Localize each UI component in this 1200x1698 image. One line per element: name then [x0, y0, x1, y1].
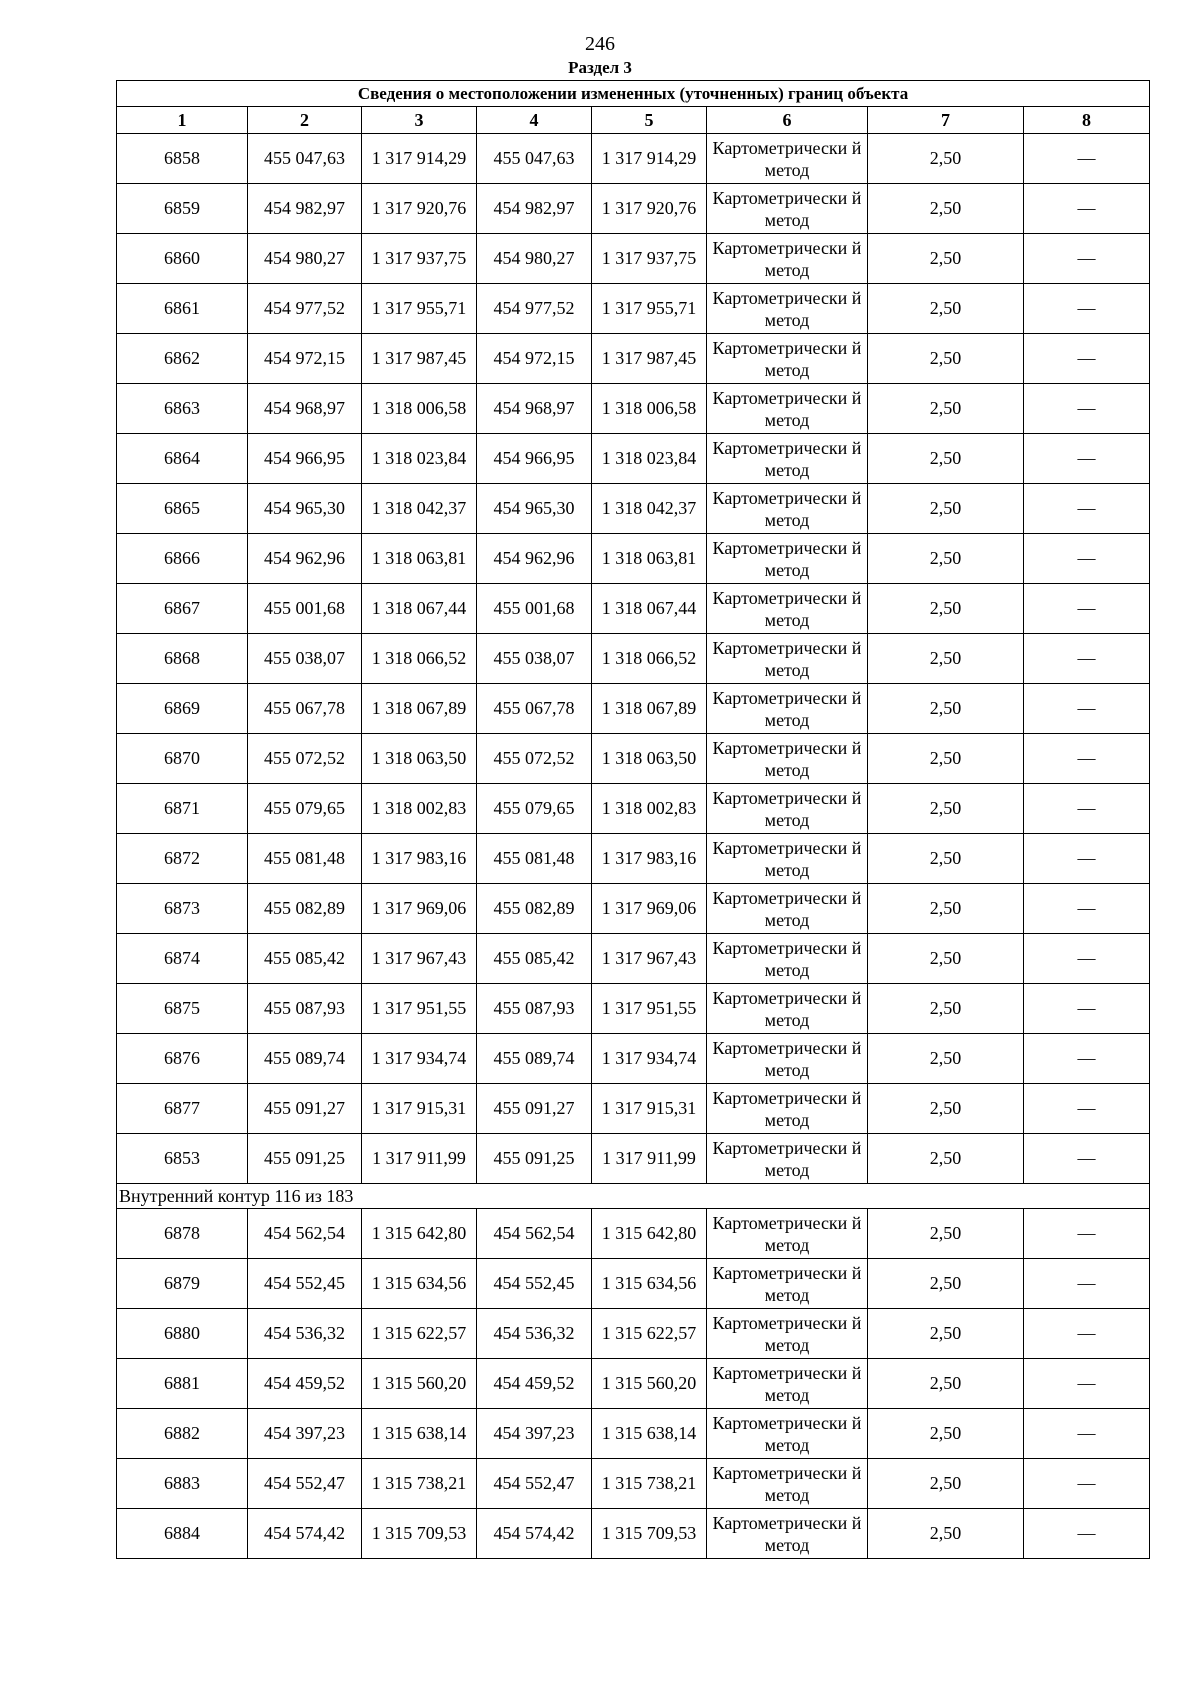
point-number-cell: 6870 — [117, 734, 248, 784]
description-cell: — — [1024, 1409, 1150, 1459]
method-cell: Картометрически й метод — [707, 1509, 868, 1559]
table-title: Сведения о местоположении измененных (уточненных) границ объекта — [117, 81, 1150, 107]
y-new-cell: 1 315 638,14 — [592, 1409, 707, 1459]
y-old-cell: 1 317 983,16 — [362, 834, 477, 884]
point-number-cell: 6874 — [117, 934, 248, 984]
description-cell: — — [1024, 1034, 1150, 1084]
x-new-cell: 454 552,45 — [477, 1259, 592, 1309]
precision-cell: 2,50 — [868, 434, 1024, 484]
y-old-cell: 1 315 622,57 — [362, 1309, 477, 1359]
y-new-cell: 1 315 642,80 — [592, 1209, 707, 1259]
table-row — [117, 434, 1150, 484]
point-number-cell: 6868 — [117, 634, 248, 684]
point-number-cell: 6864 — [117, 434, 248, 484]
precision-cell: 2,50 — [868, 1509, 1024, 1559]
x-old-cell: 454 977,52 — [248, 284, 362, 334]
point-number-cell: 6883 — [117, 1459, 248, 1509]
method-cell: Картометрически й метод — [707, 684, 868, 734]
method-cell: Картометрически й метод — [707, 884, 868, 934]
x-new-cell: 455 091,25 — [477, 1134, 592, 1184]
description-cell: — — [1024, 1134, 1150, 1184]
x-old-cell: 454 552,47 — [248, 1459, 362, 1509]
table-row — [117, 1309, 1150, 1359]
precision-cell: 2,50 — [868, 384, 1024, 434]
description-cell: — — [1024, 584, 1150, 634]
precision-cell: 2,50 — [868, 534, 1024, 584]
description-cell: — — [1024, 934, 1150, 984]
x-new-cell: 454 982,97 — [477, 184, 592, 234]
method-cell: Картометрически й метод — [707, 1084, 868, 1134]
y-old-cell: 1 317 967,43 — [362, 934, 477, 984]
description-cell: — — [1024, 234, 1150, 284]
y-old-cell: 1 318 067,44 — [362, 584, 477, 634]
table-row — [117, 1409, 1150, 1459]
x-old-cell: 454 397,23 — [248, 1409, 362, 1459]
y-new-cell: 1 317 937,75 — [592, 234, 707, 284]
description-cell: — — [1024, 734, 1150, 784]
precision-cell: 2,50 — [868, 984, 1024, 1034]
x-new-cell: 454 980,27 — [477, 234, 592, 284]
table-row — [117, 1259, 1150, 1309]
x-new-cell: 454 397,23 — [477, 1409, 592, 1459]
table-row — [117, 1084, 1150, 1134]
table-row — [117, 1034, 1150, 1084]
method-cell: Картометрически й метод — [707, 584, 868, 634]
precision-cell: 2,50 — [868, 584, 1024, 634]
description-cell: — — [1024, 834, 1150, 884]
contour-label-row — [117, 1184, 1150, 1209]
y-new-cell: 1 317 911,99 — [592, 1134, 707, 1184]
precision-cell: 2,50 — [868, 884, 1024, 934]
y-new-cell: 1 318 066,52 — [592, 634, 707, 684]
y-old-cell: 1 315 738,21 — [362, 1459, 477, 1509]
x-new-cell: 454 459,52 — [477, 1359, 592, 1409]
table-row — [117, 484, 1150, 534]
precision-cell: 2,50 — [868, 484, 1024, 534]
x-old-cell: 454 459,52 — [248, 1359, 362, 1409]
table-row — [117, 534, 1150, 584]
precision-cell: 2,50 — [868, 1359, 1024, 1409]
x-old-cell: 455 085,42 — [248, 934, 362, 984]
point-number-cell: 6867 — [117, 584, 248, 634]
precision-cell: 2,50 — [868, 1259, 1024, 1309]
description-cell: — — [1024, 684, 1150, 734]
column-header-row — [117, 107, 1150, 134]
table-row — [117, 734, 1150, 784]
point-number-cell: 6872 — [117, 834, 248, 884]
table-title-row — [117, 81, 1150, 107]
x-new-cell: 455 082,89 — [477, 884, 592, 934]
x-new-cell: 455 089,74 — [477, 1034, 592, 1084]
x-new-cell: 455 081,48 — [477, 834, 592, 884]
x-old-cell: 454 980,27 — [248, 234, 362, 284]
page-number: 246 — [585, 33, 615, 55]
x-new-cell: 454 562,54 — [477, 1209, 592, 1259]
x-new-cell: 454 536,32 — [477, 1309, 592, 1359]
x-new-cell: 454 552,47 — [477, 1459, 592, 1509]
x-old-cell: 455 091,25 — [248, 1134, 362, 1184]
point-number-cell: 6877 — [117, 1084, 248, 1134]
x-new-cell: 455 067,78 — [477, 684, 592, 734]
y-new-cell: 1 317 969,06 — [592, 884, 707, 934]
y-new-cell: 1 318 042,37 — [592, 484, 707, 534]
description-cell: — — [1024, 434, 1150, 484]
y-old-cell: 1 317 955,71 — [362, 284, 477, 334]
description-cell: — — [1024, 384, 1150, 434]
x-old-cell: 454 966,95 — [248, 434, 362, 484]
y-old-cell: 1 318 023,84 — [362, 434, 477, 484]
point-number-cell: 6861 — [117, 284, 248, 334]
description-cell: — — [1024, 284, 1150, 334]
precision-cell: 2,50 — [868, 734, 1024, 784]
column-header: 2 — [248, 107, 362, 134]
description-cell: — — [1024, 884, 1150, 934]
point-number-cell: 6866 — [117, 534, 248, 584]
column-header: 4 — [477, 107, 592, 134]
method-cell: Картометрически й метод — [707, 534, 868, 584]
method-cell: Картометрически й метод — [707, 1309, 868, 1359]
point-number-cell: 6862 — [117, 334, 248, 384]
contour-label: Внутренний контур 116 из 183 — [117, 1184, 1150, 1209]
y-new-cell: 1 317 915,31 — [592, 1084, 707, 1134]
description-cell: — — [1024, 534, 1150, 584]
method-cell: Картометрически й метод — [707, 834, 868, 884]
column-header: 6 — [707, 107, 868, 134]
y-new-cell: 1 315 709,53 — [592, 1509, 707, 1559]
table-row — [117, 1209, 1150, 1259]
x-new-cell: 454 968,97 — [477, 384, 592, 434]
y-new-cell: 1 318 063,50 — [592, 734, 707, 784]
description-cell: — — [1024, 1084, 1150, 1134]
y-new-cell: 1 315 634,56 — [592, 1259, 707, 1309]
y-new-cell: 1 315 622,57 — [592, 1309, 707, 1359]
x-new-cell: 455 047,63 — [477, 134, 592, 184]
precision-cell: 2,50 — [868, 934, 1024, 984]
table-row — [117, 1134, 1150, 1184]
point-number-cell: 6880 — [117, 1309, 248, 1359]
precision-cell: 2,50 — [868, 1209, 1024, 1259]
y-new-cell: 1 317 967,43 — [592, 934, 707, 984]
y-old-cell: 1 315 638,14 — [362, 1409, 477, 1459]
y-new-cell: 1 317 934,74 — [592, 1034, 707, 1084]
table-row — [117, 934, 1150, 984]
precision-cell: 2,50 — [868, 634, 1024, 684]
x-new-cell: 455 079,65 — [477, 784, 592, 834]
precision-cell: 2,50 — [868, 1409, 1024, 1459]
description-cell: — — [1024, 1359, 1150, 1409]
table-row — [117, 784, 1150, 834]
x-old-cell: 454 962,96 — [248, 534, 362, 584]
x-new-cell: 455 087,93 — [477, 984, 592, 1034]
y-new-cell: 1 317 983,16 — [592, 834, 707, 884]
y-old-cell: 1 317 987,45 — [362, 334, 477, 384]
point-number-cell: 6884 — [117, 1509, 248, 1559]
y-old-cell: 1 318 066,52 — [362, 634, 477, 684]
x-old-cell: 455 038,07 — [248, 634, 362, 684]
method-cell: Картометрически й метод — [707, 484, 868, 534]
point-number-cell: 6858 — [117, 134, 248, 184]
x-old-cell: 454 972,15 — [248, 334, 362, 384]
description-cell: — — [1024, 134, 1150, 184]
x-old-cell: 455 087,93 — [248, 984, 362, 1034]
y-old-cell: 1 315 709,53 — [362, 1509, 477, 1559]
y-new-cell: 1 318 006,58 — [592, 384, 707, 434]
precision-cell: 2,50 — [868, 834, 1024, 884]
description-cell: — — [1024, 634, 1150, 684]
column-header: 3 — [362, 107, 477, 134]
y-old-cell: 1 317 920,76 — [362, 184, 477, 234]
method-cell: Картометрически й метод — [707, 1459, 868, 1509]
method-cell: Картометрически й метод — [707, 1409, 868, 1459]
column-header: 7 — [868, 107, 1024, 134]
x-old-cell: 455 091,27 — [248, 1084, 362, 1134]
x-new-cell: 454 574,42 — [477, 1509, 592, 1559]
y-old-cell: 1 318 002,83 — [362, 784, 477, 834]
y-new-cell: 1 315 738,21 — [592, 1459, 707, 1509]
description-cell: — — [1024, 1309, 1150, 1359]
table-row — [117, 834, 1150, 884]
x-old-cell: 454 552,45 — [248, 1259, 362, 1309]
y-new-cell: 1 317 914,29 — [592, 134, 707, 184]
precision-cell: 2,50 — [868, 1309, 1024, 1359]
section-title: Раздел 3 — [568, 58, 632, 77]
description-cell: — — [1024, 484, 1150, 534]
method-cell: Картометрически й метод — [707, 1209, 868, 1259]
point-number-cell: 6876 — [117, 1034, 248, 1084]
method-cell: Картометрически й метод — [707, 234, 868, 284]
x-old-cell: 455 067,78 — [248, 684, 362, 734]
precision-cell: 2,50 — [868, 1134, 1024, 1184]
y-new-cell: 1 318 023,84 — [592, 434, 707, 484]
table-row — [117, 984, 1150, 1034]
x-new-cell: 455 072,52 — [477, 734, 592, 784]
point-number-cell: 6878 — [117, 1209, 248, 1259]
method-cell: Картометрически й метод — [707, 984, 868, 1034]
y-new-cell: 1 317 955,71 — [592, 284, 707, 334]
x-old-cell: 455 082,89 — [248, 884, 362, 934]
column-header: 1 — [117, 107, 248, 134]
table-row — [117, 634, 1150, 684]
y-old-cell: 1 317 915,31 — [362, 1084, 477, 1134]
y-old-cell: 1 318 006,58 — [362, 384, 477, 434]
x-new-cell: 455 001,68 — [477, 584, 592, 634]
description-cell: — — [1024, 334, 1150, 384]
table-row — [117, 384, 1150, 434]
precision-cell: 2,50 — [868, 1084, 1024, 1134]
point-number-cell: 6875 — [117, 984, 248, 1034]
point-number-cell: 6871 — [117, 784, 248, 834]
precision-cell: 2,50 — [868, 184, 1024, 234]
y-new-cell: 1 317 987,45 — [592, 334, 707, 384]
method-cell: Картометрически й метод — [707, 934, 868, 984]
precision-cell: 2,50 — [868, 234, 1024, 284]
x-old-cell: 455 072,52 — [248, 734, 362, 784]
x-new-cell: 454 972,15 — [477, 334, 592, 384]
column-header: 8 — [1024, 107, 1150, 134]
x-old-cell: 455 081,48 — [248, 834, 362, 884]
point-number-cell: 6873 — [117, 884, 248, 934]
point-number-cell: 6853 — [117, 1134, 248, 1184]
boundary-coordinates-table — [116, 80, 1150, 1559]
point-number-cell: 6865 — [117, 484, 248, 534]
method-cell: Картометрически й метод — [707, 784, 868, 834]
method-cell: Картометрически й метод — [707, 1259, 868, 1309]
y-old-cell: 1 317 914,29 — [362, 134, 477, 184]
method-cell: Картометрически й метод — [707, 734, 868, 784]
y-old-cell: 1 317 934,74 — [362, 1034, 477, 1084]
table-row — [117, 184, 1150, 234]
y-old-cell: 1 318 067,89 — [362, 684, 477, 734]
y-old-cell: 1 317 911,99 — [362, 1134, 477, 1184]
description-cell: — — [1024, 1459, 1150, 1509]
y-old-cell: 1 315 560,20 — [362, 1359, 477, 1409]
table-body — [117, 134, 1150, 1559]
precision-cell: 2,50 — [868, 1459, 1024, 1509]
x-new-cell: 455 091,27 — [477, 1084, 592, 1134]
method-cell: Картометрически й метод — [707, 284, 868, 334]
y-new-cell: 1 318 067,89 — [592, 684, 707, 734]
x-old-cell: 455 089,74 — [248, 1034, 362, 1084]
x-new-cell: 455 085,42 — [477, 934, 592, 984]
method-cell: Картометрически й метод — [707, 334, 868, 384]
point-number-cell: 6882 — [117, 1409, 248, 1459]
point-number-cell: 6881 — [117, 1359, 248, 1409]
method-cell: Картометрически й метод — [707, 1359, 868, 1409]
method-cell: Картометрически й метод — [707, 634, 868, 684]
y-old-cell: 1 317 951,55 — [362, 984, 477, 1034]
description-cell: — — [1024, 984, 1150, 1034]
y-old-cell: 1 315 634,56 — [362, 1259, 477, 1309]
x-old-cell: 455 047,63 — [248, 134, 362, 184]
method-cell: Картометрически й метод — [707, 434, 868, 484]
x-old-cell: 454 562,54 — [248, 1209, 362, 1259]
point-number-cell: 6859 — [117, 184, 248, 234]
x-new-cell: 454 966,95 — [477, 434, 592, 484]
description-cell: — — [1024, 184, 1150, 234]
precision-cell: 2,50 — [868, 284, 1024, 334]
x-old-cell: 455 001,68 — [248, 584, 362, 634]
x-new-cell: 454 965,30 — [477, 484, 592, 534]
y-old-cell: 1 318 042,37 — [362, 484, 477, 534]
table-row — [117, 1359, 1150, 1409]
y-new-cell: 1 318 063,81 — [592, 534, 707, 584]
point-number-cell: 6879 — [117, 1259, 248, 1309]
y-old-cell: 1 318 063,50 — [362, 734, 477, 784]
precision-cell: 2,50 — [868, 334, 1024, 384]
table-row — [117, 1509, 1150, 1559]
precision-cell: 2,50 — [868, 134, 1024, 184]
y-new-cell: 1 318 067,44 — [592, 584, 707, 634]
table-row — [117, 684, 1150, 734]
x-old-cell: 455 079,65 — [248, 784, 362, 834]
method-cell: Картометрически й метод — [707, 384, 868, 434]
column-header: 5 — [592, 107, 707, 134]
x-old-cell: 454 965,30 — [248, 484, 362, 534]
y-old-cell: 1 318 063,81 — [362, 534, 477, 584]
y-new-cell: 1 317 951,55 — [592, 984, 707, 1034]
y-old-cell: 1 317 937,75 — [362, 234, 477, 284]
description-cell: — — [1024, 784, 1150, 834]
method-cell: Картометрически й метод — [707, 1034, 868, 1084]
x-new-cell: 454 977,52 — [477, 284, 592, 334]
precision-cell: 2,50 — [868, 784, 1024, 834]
x-old-cell: 454 574,42 — [248, 1509, 362, 1559]
x-old-cell: 454 536,32 — [248, 1309, 362, 1359]
method-cell: Картометрически й метод — [707, 1134, 868, 1184]
y-new-cell: 1 318 002,83 — [592, 784, 707, 834]
x-new-cell: 455 038,07 — [477, 634, 592, 684]
table-row — [117, 884, 1150, 934]
method-cell: Картометрически й метод — [707, 184, 868, 234]
x-new-cell: 454 962,96 — [477, 534, 592, 584]
description-cell: — — [1024, 1259, 1150, 1309]
precision-cell: 2,50 — [868, 684, 1024, 734]
y-old-cell: 1 315 642,80 — [362, 1209, 477, 1259]
table-row — [117, 334, 1150, 384]
point-number-cell: 6869 — [117, 684, 248, 734]
y-new-cell: 1 315 560,20 — [592, 1359, 707, 1409]
method-cell: Картометрически й метод — [707, 134, 868, 184]
description-cell: — — [1024, 1509, 1150, 1559]
table-row — [117, 584, 1150, 634]
description-cell: — — [1024, 1209, 1150, 1259]
x-old-cell: 454 968,97 — [248, 384, 362, 434]
point-number-cell: 6860 — [117, 234, 248, 284]
y-new-cell: 1 317 920,76 — [592, 184, 707, 234]
table-row — [117, 1459, 1150, 1509]
table-row — [117, 134, 1150, 184]
precision-cell: 2,50 — [868, 1034, 1024, 1084]
point-number-cell: 6863 — [117, 384, 248, 434]
y-old-cell: 1 317 969,06 — [362, 884, 477, 934]
table-row — [117, 234, 1150, 284]
table-row — [117, 284, 1150, 334]
x-old-cell: 454 982,97 — [248, 184, 362, 234]
